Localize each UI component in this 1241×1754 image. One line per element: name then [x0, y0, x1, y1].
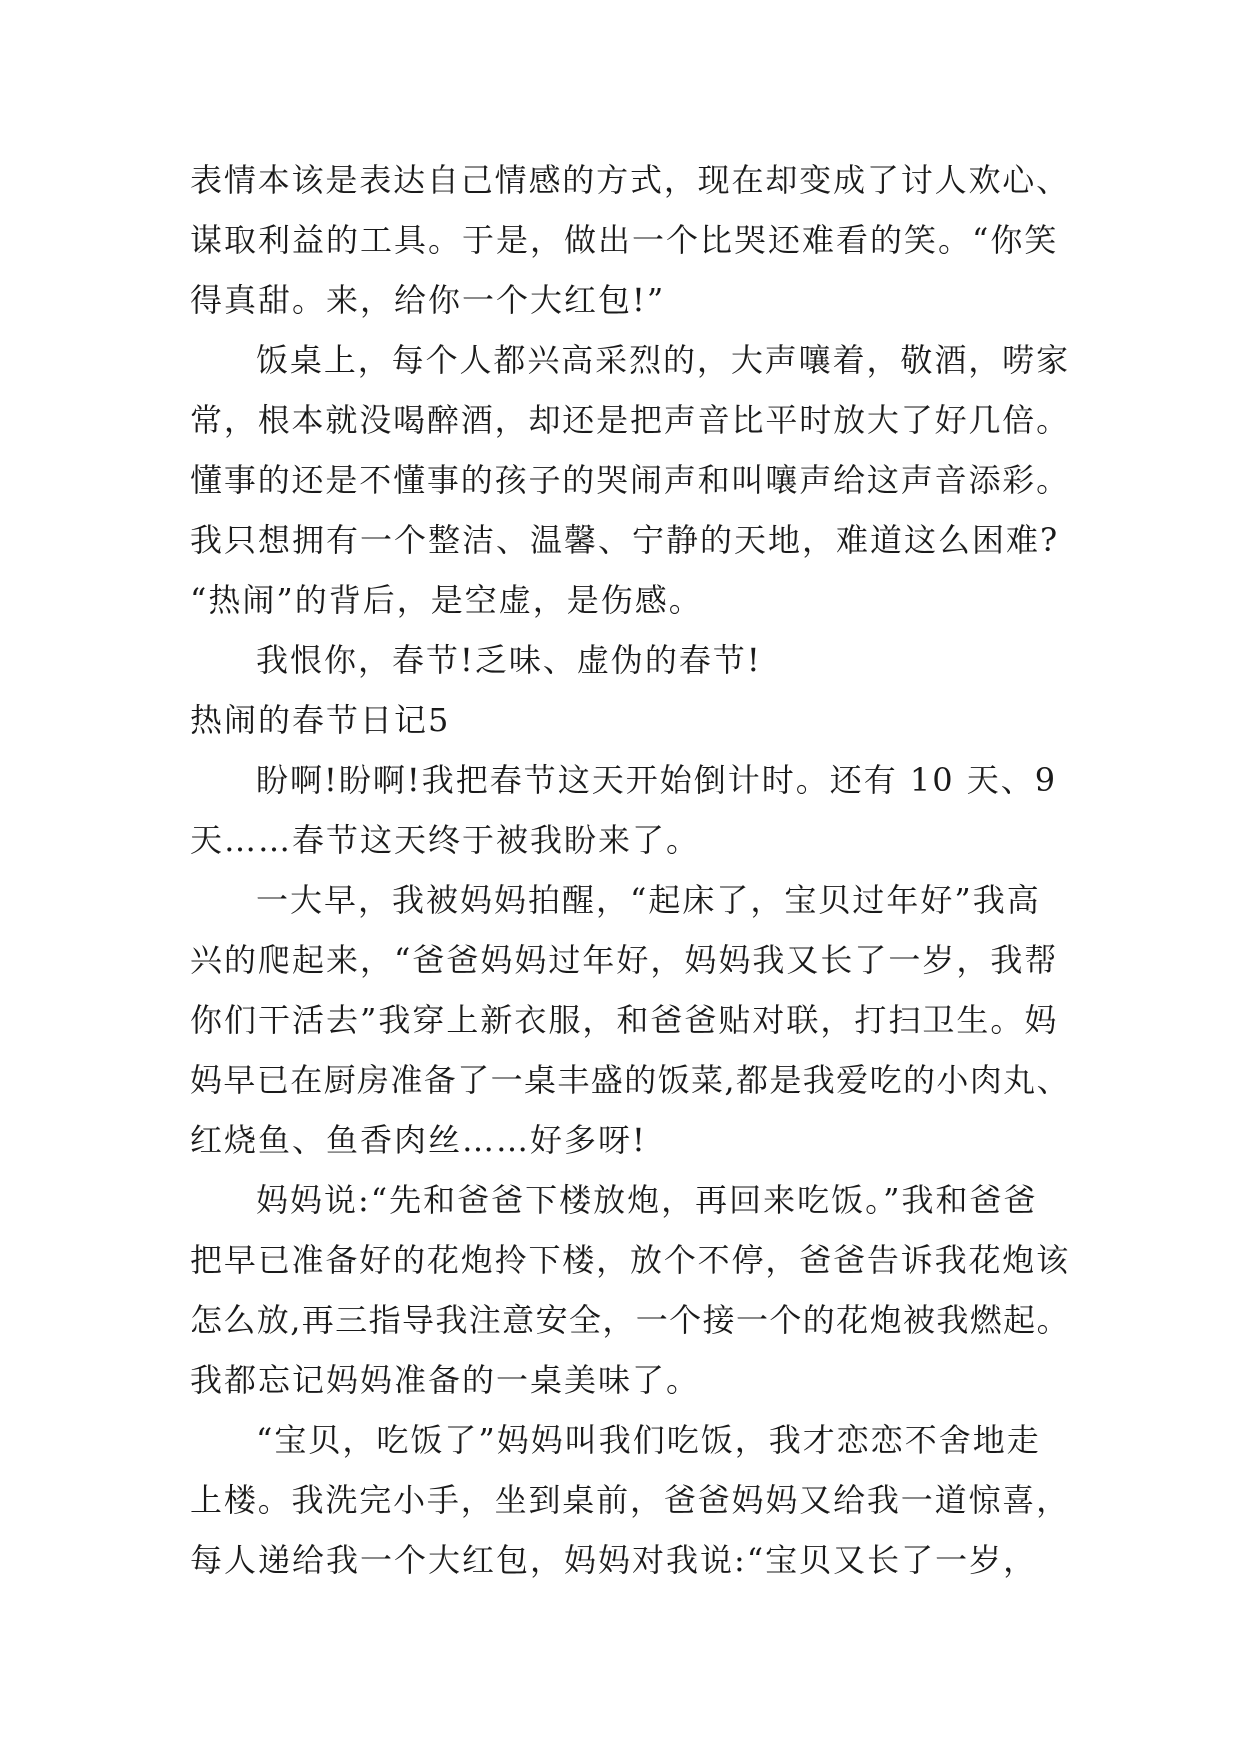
text-line: 谋取利益的工具。于是，做出一个比哭还难看的笑。“你笑: [190, 221, 1059, 259]
text-line: “热闹”的背后，是空虚，是伤感。: [190, 581, 703, 619]
paragraph-start-line: 盼啊!盼啊!我把春节这天开始倒计时。还有 10 天、9: [256, 761, 1058, 799]
text-line: 我只想拥有一个整洁、温馨、宁静的天地，难道这么困难?: [190, 521, 1060, 559]
text-line: 上楼。我洗完小手，坐到桌前，爸爸妈妈又给我一道惊喜，: [190, 1481, 1070, 1519]
text-line: 你们干活去”我穿上新衣服，和爸爸贴对联，打扫卫生。妈: [190, 1001, 1059, 1039]
paragraph-start-line: 一大早，我被妈妈拍醒，“起床了，宝贝过年好”我高: [256, 881, 1041, 919]
paragraph-start-line: 妈妈说:“先和爸爸下楼放炮，再回来吃饭。”我和爸爸: [256, 1181, 1038, 1219]
text-line: 常，根本就没喝醉酒，却还是把声音比平时放大了好几倍。: [190, 401, 1070, 439]
paragraph-start-line: 饭桌上，每个人都兴高采烈的，大声嚷着，敬酒，唠家: [256, 341, 1070, 379]
body-text: [190, 150, 1070, 1590]
text-line: 我都忘记妈妈准备的一桌美味了。: [190, 1361, 701, 1399]
text-line: 兴的爬起来，“爸爸妈妈过年好，妈妈我又长了一岁，我帮: [190, 941, 1059, 979]
text-line: 妈早已在厨房准备了一桌丰盛的饭菜,都是我爱吃的小肉丸、: [190, 1061, 1070, 1099]
paragraph-start-line: “宝贝，吃饭了”妈妈叫我们吃饭，我才恋恋不舍地走: [256, 1421, 1041, 1459]
text-line: 懂事的还是不懂事的孩子的哭闹声和叫嚷声给这声音添彩。: [190, 461, 1070, 499]
text-line: 每人递给我一个大红包，妈妈对我说:“宝贝又长了一岁，: [190, 1541, 1038, 1579]
section-heading: 热闹的春节日记5: [190, 701, 451, 739]
text-line: 红烧鱼、鱼香肉丝……好多呀!: [190, 1121, 647, 1159]
text-line: 把早已准备好的花炮拎下楼，放个不停，爸爸告诉我花炮该: [190, 1241, 1070, 1279]
paragraph-start-line: 我恨你，春节!乏味、虚伪的春节!: [256, 641, 762, 679]
text-line: 得真甜。来，给你一个大红包!”: [190, 281, 666, 319]
text-line: 怎么放,再三指导我注意安全，一个接一个的花炮被我燃起。: [190, 1301, 1070, 1339]
text-line: 表情本该是表达自己情感的方式，现在却变成了讨人欢心、: [190, 161, 1070, 199]
text-line: 天……春节这天终于被我盼来了。: [190, 821, 701, 859]
